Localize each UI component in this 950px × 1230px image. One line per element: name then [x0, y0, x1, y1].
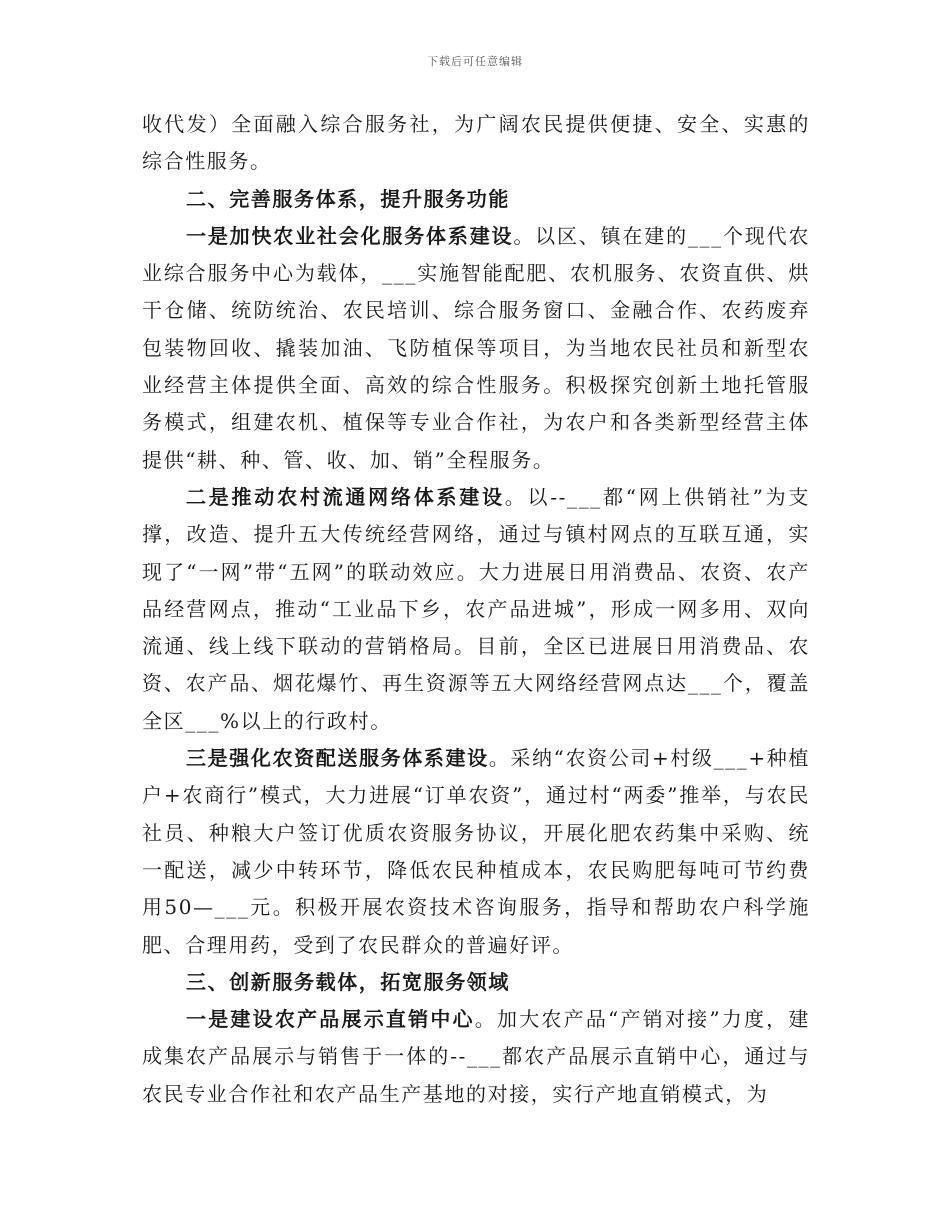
paragraph-text: 。采纳“农资公司+村级___+种植户+农商行”模式，大力进展“订单农资”，通过村“两委”推举，与农民社员、种粮大户签订优质农资服务协议，开展化肥农药集中采购、统一配送，减少中转环节，降低农民种植成本，农民购肥每吨可节约费用50—___元。积极开展农资技术咨询服务，指导和帮助农户科学施肥、合理用药，受到了农民群众的普遍好评。: [142, 746, 810, 957]
paragraph-lead: 一是建设农产品展示直销中心: [186, 1007, 475, 1032]
section-heading-3: 三、创新服务载体，拓宽服务领域: [186, 969, 510, 994]
paragraph-lead: 三是强化农资配送服务体系建设: [186, 746, 489, 771]
paragraph-supply-distribution: [142, 740, 810, 964]
paragraph-text: 收代发）全面融入综合服务社，为广阔农民提供便捷、安全、实惠的综合性服务。: [142, 112, 810, 174]
document-body: [142, 106, 810, 1113]
paragraph-text: 。以--___都“网上供销社”为支撑，改造、提升五大传统经营网络，通过与镇村网点的互联互通，实现了“一网”带“五网”的联动效应。大力进展日用消费品、农资、农产品经营网点，推动“工业品下乡，农产品进城”，形成一网多用、双向流通、线上线下联动的营销格局。目前，全区已进展日用消费品、农资、农产品、烟花爆竹、再生资源等五大网络经营网点达___个，覆盖全区___%以上的行政村。: [142, 484, 810, 733]
paragraph-lead: 二是推动农村流通网络体系建设: [186, 484, 505, 509]
paragraph-lead: 一是加快农业社会化服务体系建设: [186, 223, 514, 248]
paragraph-text: 。加大农产品“产销对接”力度，建成集农产品展示与销售于一体的--___都农产品展示直销中心，通过与农民专业合作社和农产品生产基地的对接，实行产地直销模式，为: [142, 1007, 810, 1106]
paragraph-circulation-network: [142, 479, 810, 740]
paragraph-text: 。以区、镇在建的___个现代农业综合服务中心为载体，___实施智能配肥、农机服务、农资直供、烘干仓储、统防统治、农民培训、综合服务窗口、金融合作、农药废弃包装物回收、撬装加油、飞防植保等项目，为当地农民社员和新型农业经营主体提供全面、高效的综合性服务。积极探究创新土地托管服务模式，组建农机、植保等专业合作社，为农户和各类新型经营主体提供“耕、种、管、收、加、销”全程服务。: [142, 223, 811, 472]
paragraph-service-system: [142, 218, 810, 479]
page-header: 下载后可任意编辑: [427, 55, 523, 68]
paragraph-continuation: [142, 106, 810, 181]
paragraph-direct-sales-center: [142, 1001, 810, 1113]
section-heading-2: 二、完善服务体系，提升服务功能: [186, 186, 510, 211]
